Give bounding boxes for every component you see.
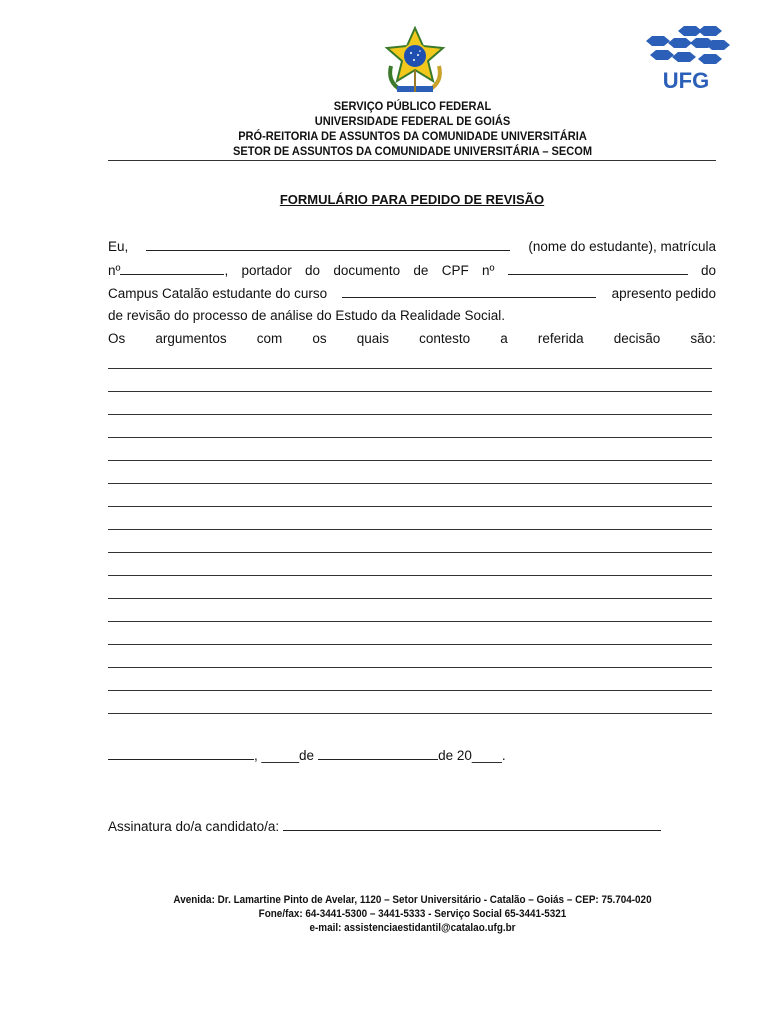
form-line-5 [108, 331, 716, 346]
argument-line[interactable] [108, 667, 712, 668]
form-word: do [305, 263, 321, 278]
argument-line[interactable] [108, 460, 712, 461]
form-title: FORMULÁRIO PARA PEDIDO DE REVISÃO [279, 192, 545, 207]
form-word: contesto [419, 331, 471, 346]
footer [41, 893, 770, 935]
form-word: decisão [613, 331, 661, 346]
date-line [108, 747, 716, 763]
argument-line[interactable] [108, 437, 712, 438]
request-text: apresento pedido [611, 286, 716, 301]
argument-line[interactable] [108, 621, 712, 622]
argument-line[interactable] [108, 690, 712, 691]
argument-line[interactable] [108, 575, 712, 576]
argument-line[interactable] [108, 598, 712, 599]
form-word: com [256, 331, 283, 346]
eu-label: Eu, [108, 239, 129, 254]
argument-line[interactable] [108, 391, 712, 392]
header-line: UNIVERSIDADE FEDERAL DE GOIÁS [314, 114, 511, 128]
form-word: documento [333, 263, 401, 278]
argument-line[interactable] [108, 529, 712, 530]
argument-line[interactable] [108, 644, 712, 645]
form-line-3 [108, 285, 716, 301]
date-day-label: , _____de [254, 748, 315, 763]
argument-line[interactable] [108, 552, 712, 553]
header-line: SETOR DE ASSUNTOS DA COMUNIDADE UNIVERSITÁRIA – SECOM [232, 144, 593, 158]
form-line-1 [108, 238, 716, 254]
ufg-logo [638, 22, 734, 92]
form-word: quais [356, 331, 389, 346]
date-year-label: de 20____. [438, 748, 506, 763]
header-line: PRÓ-REITORIA DE ASSUNTOS DA COMUNIDADE UNIVERSITÁRIA [238, 129, 587, 143]
coat-of-arms-logo [383, 26, 447, 96]
form-word: são: [690, 331, 716, 346]
signature-field[interactable] [283, 818, 661, 831]
institution-header [33, 99, 770, 159]
argument-line[interactable] [108, 483, 712, 484]
form-word: os [312, 331, 327, 346]
argument-line[interactable] [108, 713, 712, 714]
form-word: argumentos [155, 331, 227, 346]
form-word: de [413, 263, 429, 278]
matricula-field[interactable] [120, 262, 224, 275]
city-field[interactable] [108, 747, 254, 760]
ufg-logo-text: UFG [662, 68, 710, 92]
form-word: nº [481, 263, 495, 278]
course-field[interactable] [342, 285, 596, 298]
footer-address: Avenida: Dr. Lamartine Pinto de Avelar, 1120 – Setor Universitário - Catalão – Goiás – CEP: 75.704-020 [173, 894, 652, 906]
month-field[interactable] [318, 747, 438, 760]
header-line: SERVIÇO PÚBLICO FEDERAL [333, 99, 492, 113]
argument-line[interactable] [108, 414, 712, 415]
matricula-label: nº , [108, 263, 229, 278]
footer-email: e-mail: assistenciaestidantil@catalao.ufg.br [309, 922, 516, 934]
form-line-2 [108, 262, 716, 278]
form-word: do [700, 263, 716, 278]
campus-text: Campus Catalão estudante do curso [108, 286, 328, 301]
signature-label: Assinatura do/a candidato/a: [108, 819, 280, 834]
argument-line[interactable] [108, 368, 712, 369]
argument-line[interactable] [108, 506, 712, 507]
header-divider [108, 160, 716, 161]
signature-line [108, 818, 716, 834]
form-word: a [500, 331, 508, 346]
form-word: portador [241, 263, 292, 278]
form-line-4: de revisão do processo de análise do Estudo da Realidade Social. [108, 308, 506, 323]
footer-phone: Fone/fax: 64-3441-5300 – 3441-5333 - Serviço Social 65-3441-5321 [258, 908, 567, 920]
student-name-hint: (nome do estudante), matrícula [528, 239, 716, 254]
form-word: CPF [441, 263, 469, 278]
form-word: Os [108, 331, 126, 346]
cpf-field[interactable] [508, 262, 688, 275]
student-name-field[interactable] [146, 238, 510, 251]
form-word: referida [537, 331, 584, 346]
